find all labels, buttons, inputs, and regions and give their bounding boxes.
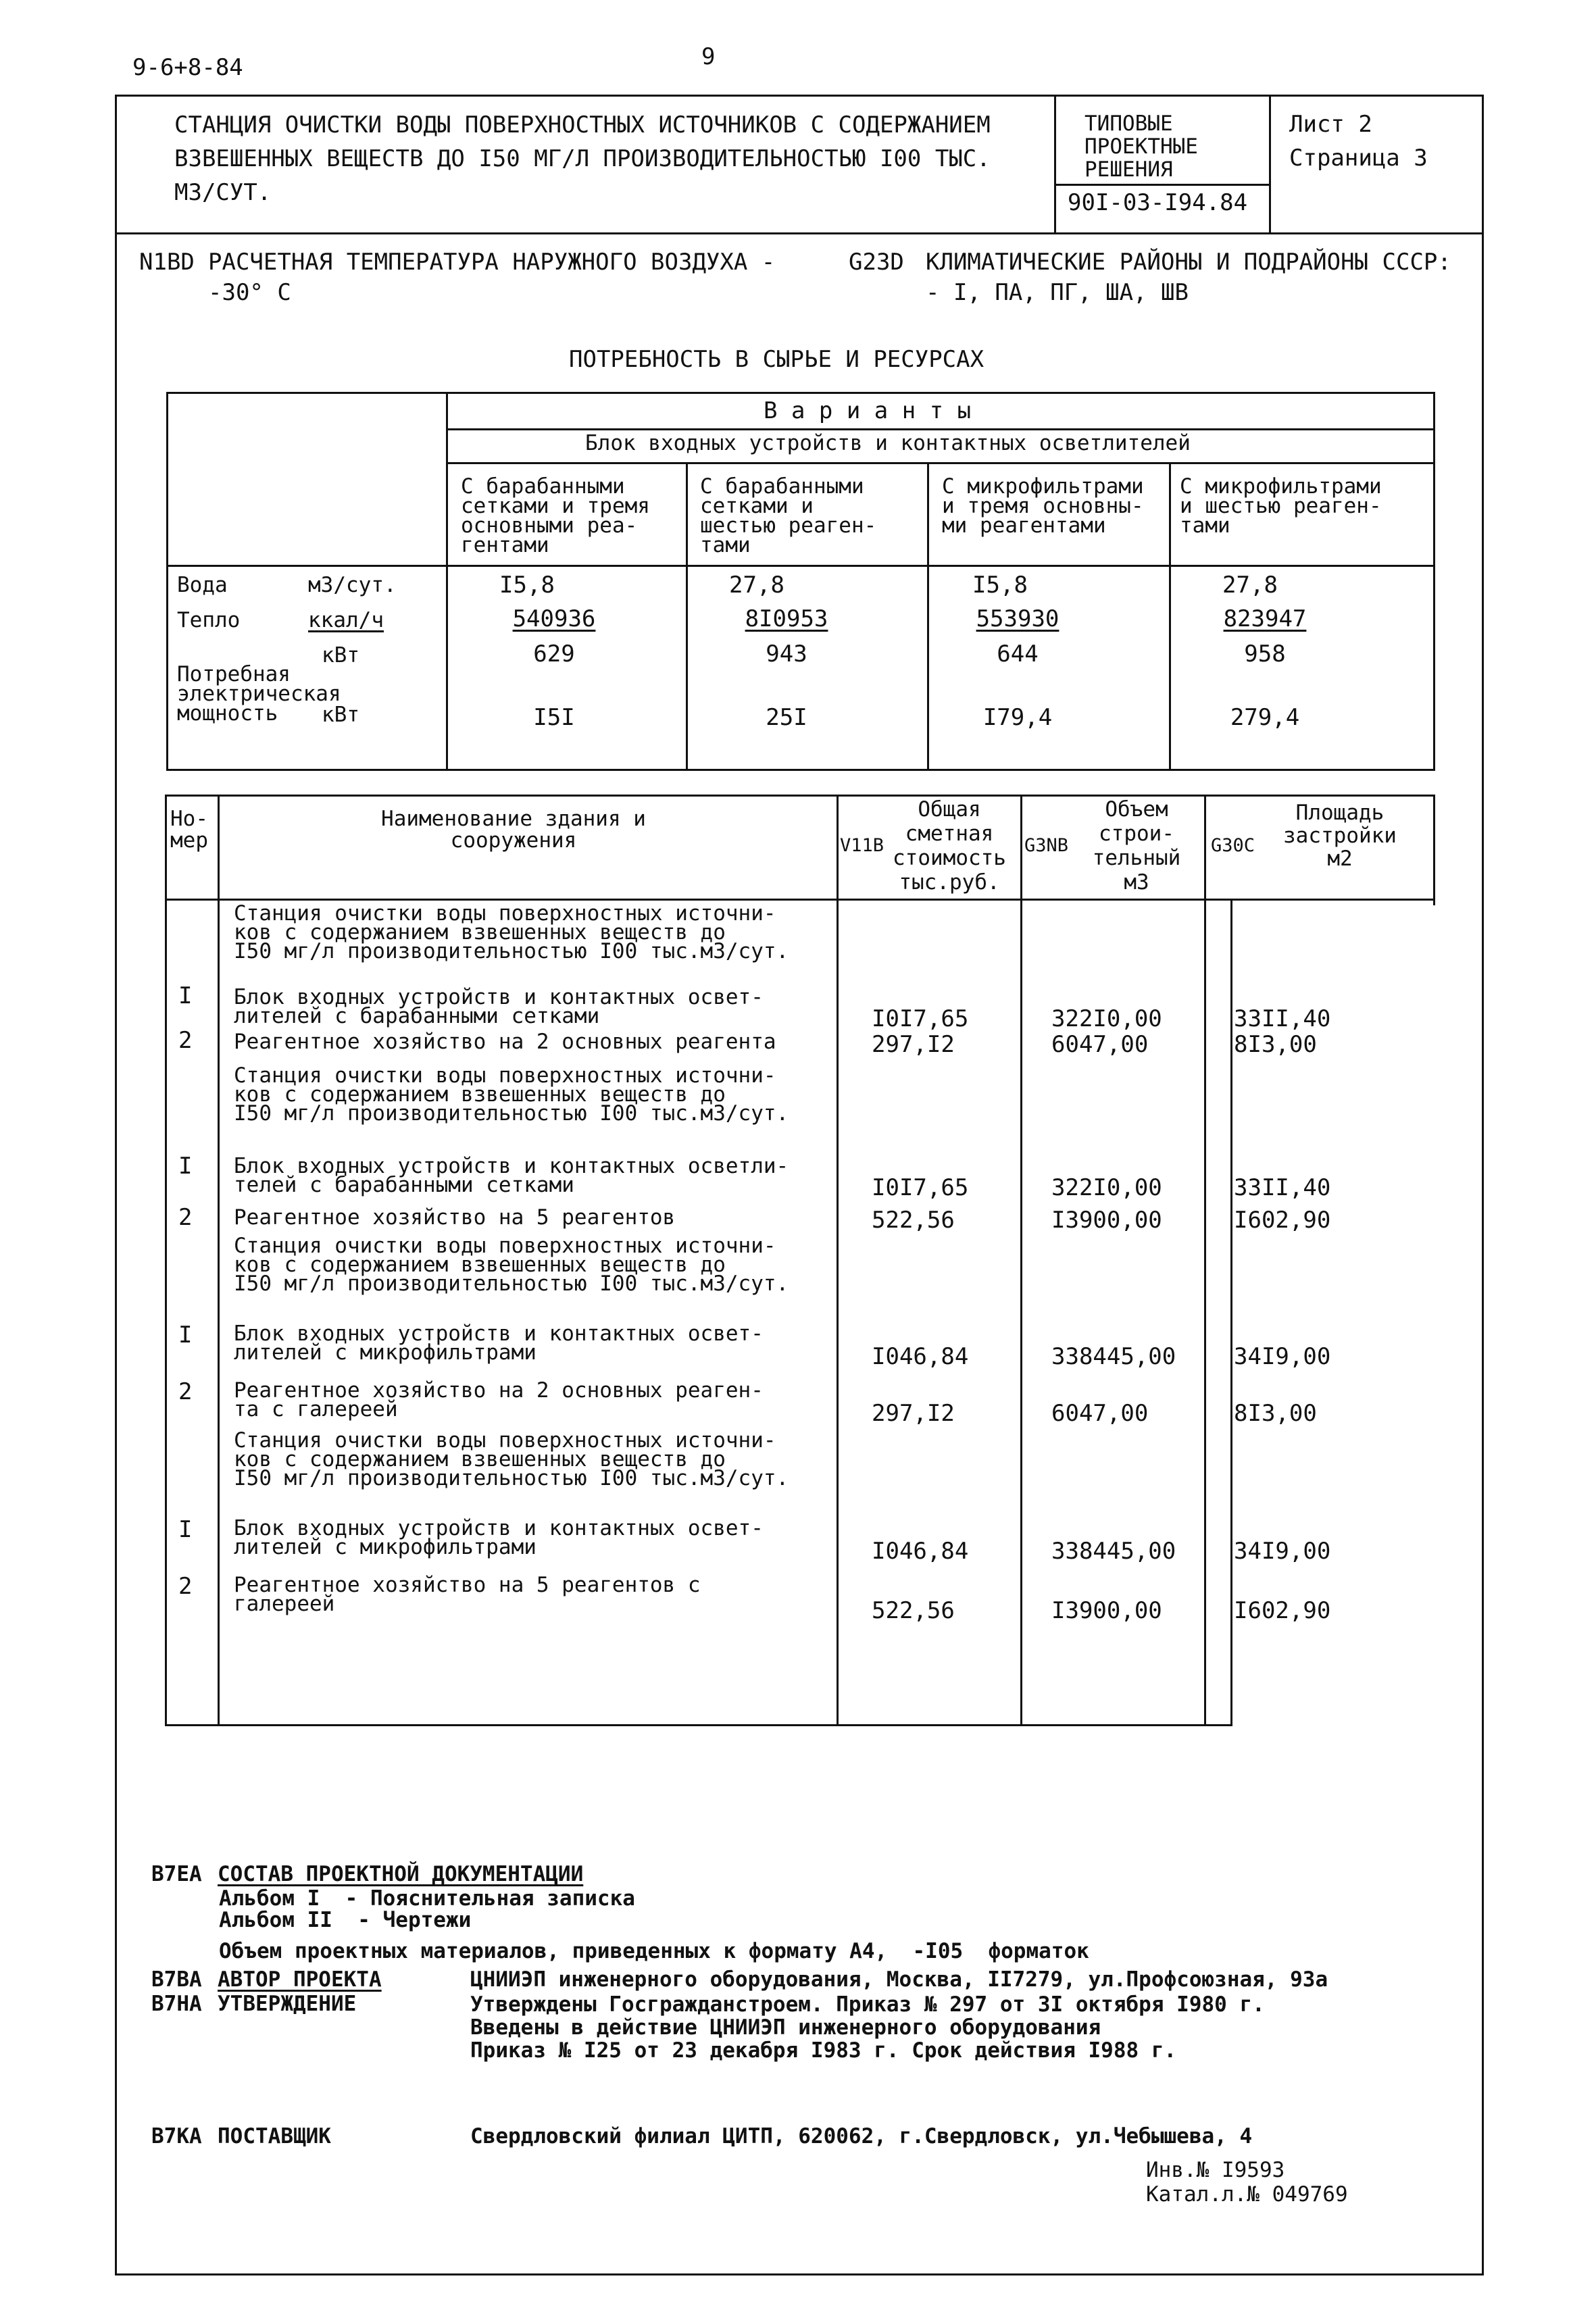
page-number: 9 — [701, 43, 716, 70]
col-header-volume-code: G3NB — [1024, 835, 1069, 856]
row-area: I602,90 — [1234, 1597, 1331, 1624]
variant-col-4: С микрофильтрами и шестью реаген- тами — [1180, 474, 1382, 538]
temp-code: N1BD — [139, 249, 195, 276]
row-name: Блок входных устройств и контактных освет- лителей с микрофильтрами — [234, 1322, 764, 1365]
supplier-title: ПОСТАВЩИК — [218, 2124, 331, 2148]
composition-title: СОСТАВ ПРОЕКТНОЙ ДОКУМЕНТАЦИИ — [218, 1862, 584, 1886]
row-cost: I0I7,65 — [872, 1174, 969, 1201]
composition-code: B7EA — [151, 1862, 202, 1886]
inventory-number: Инв.№ I9593 — [1146, 2158, 1285, 2182]
row-cost: 297,I2 — [872, 1400, 955, 1427]
row-number: 2 — [178, 1573, 193, 1600]
row-volume: 6047,00 — [1051, 1400, 1149, 1427]
header-divider — [115, 232, 1482, 234]
water-value: 27,8 — [729, 572, 784, 599]
row-number: I — [178, 1153, 193, 1180]
heat-kw-value: 644 — [997, 640, 1039, 668]
approval-code: B7HA — [151, 1992, 202, 2016]
page-label: Страница 3 — [1289, 145, 1428, 172]
heat-kw-value: 958 — [1244, 640, 1286, 668]
regions-text: КЛИМАТИЧЕСКИЕ РАЙОНЫ И ПОДРАЙОНЫ СССР: — [926, 249, 1451, 276]
catalog-number: Катал.л.№ 049769 — [1146, 2182, 1348, 2207]
row-volume: 322I0,00 — [1051, 1174, 1162, 1201]
col-header-number: Но- мер — [170, 807, 208, 853]
col-header-area-code: G30C — [1211, 835, 1255, 856]
header-sep-series — [1054, 184, 1269, 186]
variant-col-2: С барабанными сетками и шестью реаген- тами — [700, 474, 877, 557]
row-name: Блок входных устройств и контактных осветли- телей с барабанными сетками — [234, 1154, 789, 1197]
row-cost: I0I7,65 — [872, 1005, 969, 1032]
row-area: 34I9,00 — [1234, 1343, 1331, 1370]
row-cost: I046,84 — [872, 1343, 969, 1370]
heat-unit-kw: кВт — [322, 643, 359, 668]
row-name: Блок входных устройств и контактных освет- лителей с барабанными сетками — [234, 985, 764, 1028]
author-title: АВТОР ПРОЕКТА — [218, 1967, 382, 1992]
row-number: 2 — [178, 1204, 193, 1231]
variants-label: В а р и а н т ы — [764, 397, 972, 424]
temp-value: -30° С — [208, 279, 291, 306]
water-value: 27,8 — [1222, 572, 1278, 599]
temp-text: РАСЧЕТНАЯ ТЕМПЕРАТУРА НАРУЖНОГО ВОЗДУХА - — [208, 249, 776, 276]
header-sep-2 — [1269, 95, 1271, 232]
approval-title: УТВЕРЖДЕНИЕ — [218, 1992, 357, 2016]
heat-kw-value: 943 — [766, 640, 807, 668]
regions-value: - I, ПА, ПГ, ША, ШВ — [926, 279, 1189, 306]
document-code: 9-6+8-84 — [132, 54, 243, 81]
row-cost: 522,56 — [872, 1207, 955, 1234]
album-1: Альбом I - Пояснительная записка — [219, 1886, 635, 1911]
row-number: 2 — [178, 1378, 193, 1405]
power-value: 279,4 — [1230, 704, 1300, 731]
col-header-volume: Объем строи- тельный м3 — [1092, 797, 1181, 895]
row-name: Реагентное хозяйство на 2 основных реагента — [234, 1030, 776, 1054]
col-header-cost-code: V11B — [840, 835, 884, 856]
supplier-text: Свердловский филиал ЦИТП, 620062, г.Свердловск, ул.Чебышева, 4 — [470, 2124, 1253, 2148]
col-header-name: Наименование здания и сооружения — [381, 807, 646, 853]
supplier-code: B7KA — [151, 2124, 202, 2148]
col-header-area: Площадь застройки м2 — [1283, 801, 1397, 871]
heat-kcal-value: 540936 — [512, 605, 596, 632]
water-value: I5,8 — [972, 572, 1028, 599]
water-value: I5,8 — [499, 572, 555, 599]
col-header-cost: Общая сметная стоимость тыс.руб. — [893, 797, 1006, 895]
row-volume: I3900,00 — [1051, 1597, 1162, 1624]
power-value: 25I — [766, 704, 807, 731]
group-title: Станция очистки воды поверхностных источни- ков с содержанием взвешенных веществ до I50 мг/л производительностью I00 тыс.м3/сут. — [234, 1063, 789, 1126]
row-number: I — [178, 1322, 193, 1349]
row-volume: 6047,00 — [1051, 1031, 1149, 1058]
row-volume: I3900,00 — [1051, 1207, 1162, 1234]
block-label: Блок входных устройств и контактных осветлителей — [585, 431, 1191, 455]
row-volume: 322I0,00 — [1051, 1005, 1162, 1032]
variant-col-1: С барабанными сетками и тремя основными реа- гентами — [461, 474, 650, 557]
row-number: 2 — [178, 1027, 193, 1054]
row-volume: 338445,00 — [1051, 1343, 1176, 1370]
power-label: Потребная электрическая мощность — [177, 662, 341, 726]
water-unit: м3/сут. — [308, 573, 397, 597]
row-cost: 522,56 — [872, 1597, 955, 1624]
row-area: 8I3,00 — [1234, 1031, 1317, 1058]
row-cost: I046,84 — [872, 1538, 969, 1565]
header-sep-1 — [1054, 95, 1056, 232]
row-area: 8I3,00 — [1234, 1400, 1317, 1427]
row-name: Реагентное хозяйство на 5 реагентов — [234, 1205, 676, 1230]
water-label: Вода — [177, 573, 228, 597]
heat-kcal-value: 8I0953 — [745, 605, 828, 632]
group-title: Станция очистки воды поверхностных источни- ков с содержанием взвешенных веществ до I50 мг/л производительностью I00 тыс.м3/сут. — [234, 1234, 789, 1296]
row-name: Реагентное хозяйство на 5 реагентов с галереей — [234, 1573, 701, 1616]
row-area: 34I9,00 — [1234, 1538, 1331, 1565]
row-area: 33II,40 — [1234, 1005, 1331, 1032]
series-code: 90I-03-I94.84 — [1068, 189, 1248, 216]
row-volume: 338445,00 — [1051, 1538, 1176, 1565]
power-value: I5I — [533, 704, 575, 731]
row-area: 33II,40 — [1234, 1174, 1331, 1201]
author-code: B7BA — [151, 1967, 202, 1992]
volume-text: Объем проектных материалов, приведенных к формату А4, -I05 форматок — [219, 1939, 1089, 1963]
approval-text: Утверждены Госгражданстроем. Приказ № 297 от 3I октября I980 г. Введены в действие ЦНИИЭП инженерного оборудования Приказ № I25 от 23 декабря I983 г. Срок действия I988 г. — [470, 1992, 1265, 2063]
heat-label: Тепло — [177, 608, 241, 632]
heat-kw-value: 629 — [533, 640, 575, 668]
album-2: Альбом II - Чертежи — [219, 1908, 472, 1932]
heat-kcal-value: 823947 — [1223, 605, 1307, 632]
group-title: Станция очистки воды поверхностных источни- ков с содержанием взвешенных веществ до I50 мг/л производительностью I00 тыс.м3/сут. — [234, 1428, 789, 1490]
variant-col-3: С микрофильтрами и тремя основны- ми реагентами — [942, 474, 1144, 538]
row-number: I — [178, 1516, 193, 1543]
regions-code: G23D — [849, 249, 904, 276]
document-title: СТАНЦИЯ ОЧИСТКИ ВОДЫ ПОВЕРХНОСТНЫХ ИСТОЧНИКОВ С СОДЕРЖАНИЕМ ВЗВЕШЕННЫХ ВЕЩЕСТВ ДО I50 МГ/Л ПРОИЗВОДИТЕЛЬНОСТЬЮ I00 ТЫС. М3/СУТ. — [174, 111, 991, 206]
heat-kcal-value: 553930 — [976, 605, 1059, 632]
row-name: Реагентное хозяйство на 2 основных реаген- та с галереей — [234, 1378, 764, 1422]
group-title: Станция очистки воды поверхностных источни- ков с содержанием взвешенных веществ до I50 мг/л производительностью I00 тыс.м3/сут. — [234, 901, 789, 963]
row-number: I — [178, 982, 193, 1009]
resources-title: ПОТРЕБНОСТЬ В СЫРЬЕ И РЕСУРСАХ — [569, 346, 984, 373]
series-label: ТИПОВЫЕ ПРОЕКТНЫЕ РЕШЕНИЯ — [1084, 111, 1198, 182]
row-area: I602,90 — [1234, 1207, 1331, 1234]
power-unit: кВт — [322, 703, 359, 727]
power-value: I79,4 — [982, 704, 1053, 731]
row-cost: 297,I2 — [872, 1031, 955, 1058]
sheet-label: Лист 2 — [1289, 111, 1372, 138]
author-text: ЦНИИЭП инженерного оборудования, Москва, II7279, ул.Профсоюзная, 93а — [470, 1967, 1328, 1992]
row-name: Блок входных устройств и контактных освет- лителей с микрофильтрами — [234, 1516, 764, 1559]
heat-unit-kcal: ккал/ч — [308, 608, 384, 632]
